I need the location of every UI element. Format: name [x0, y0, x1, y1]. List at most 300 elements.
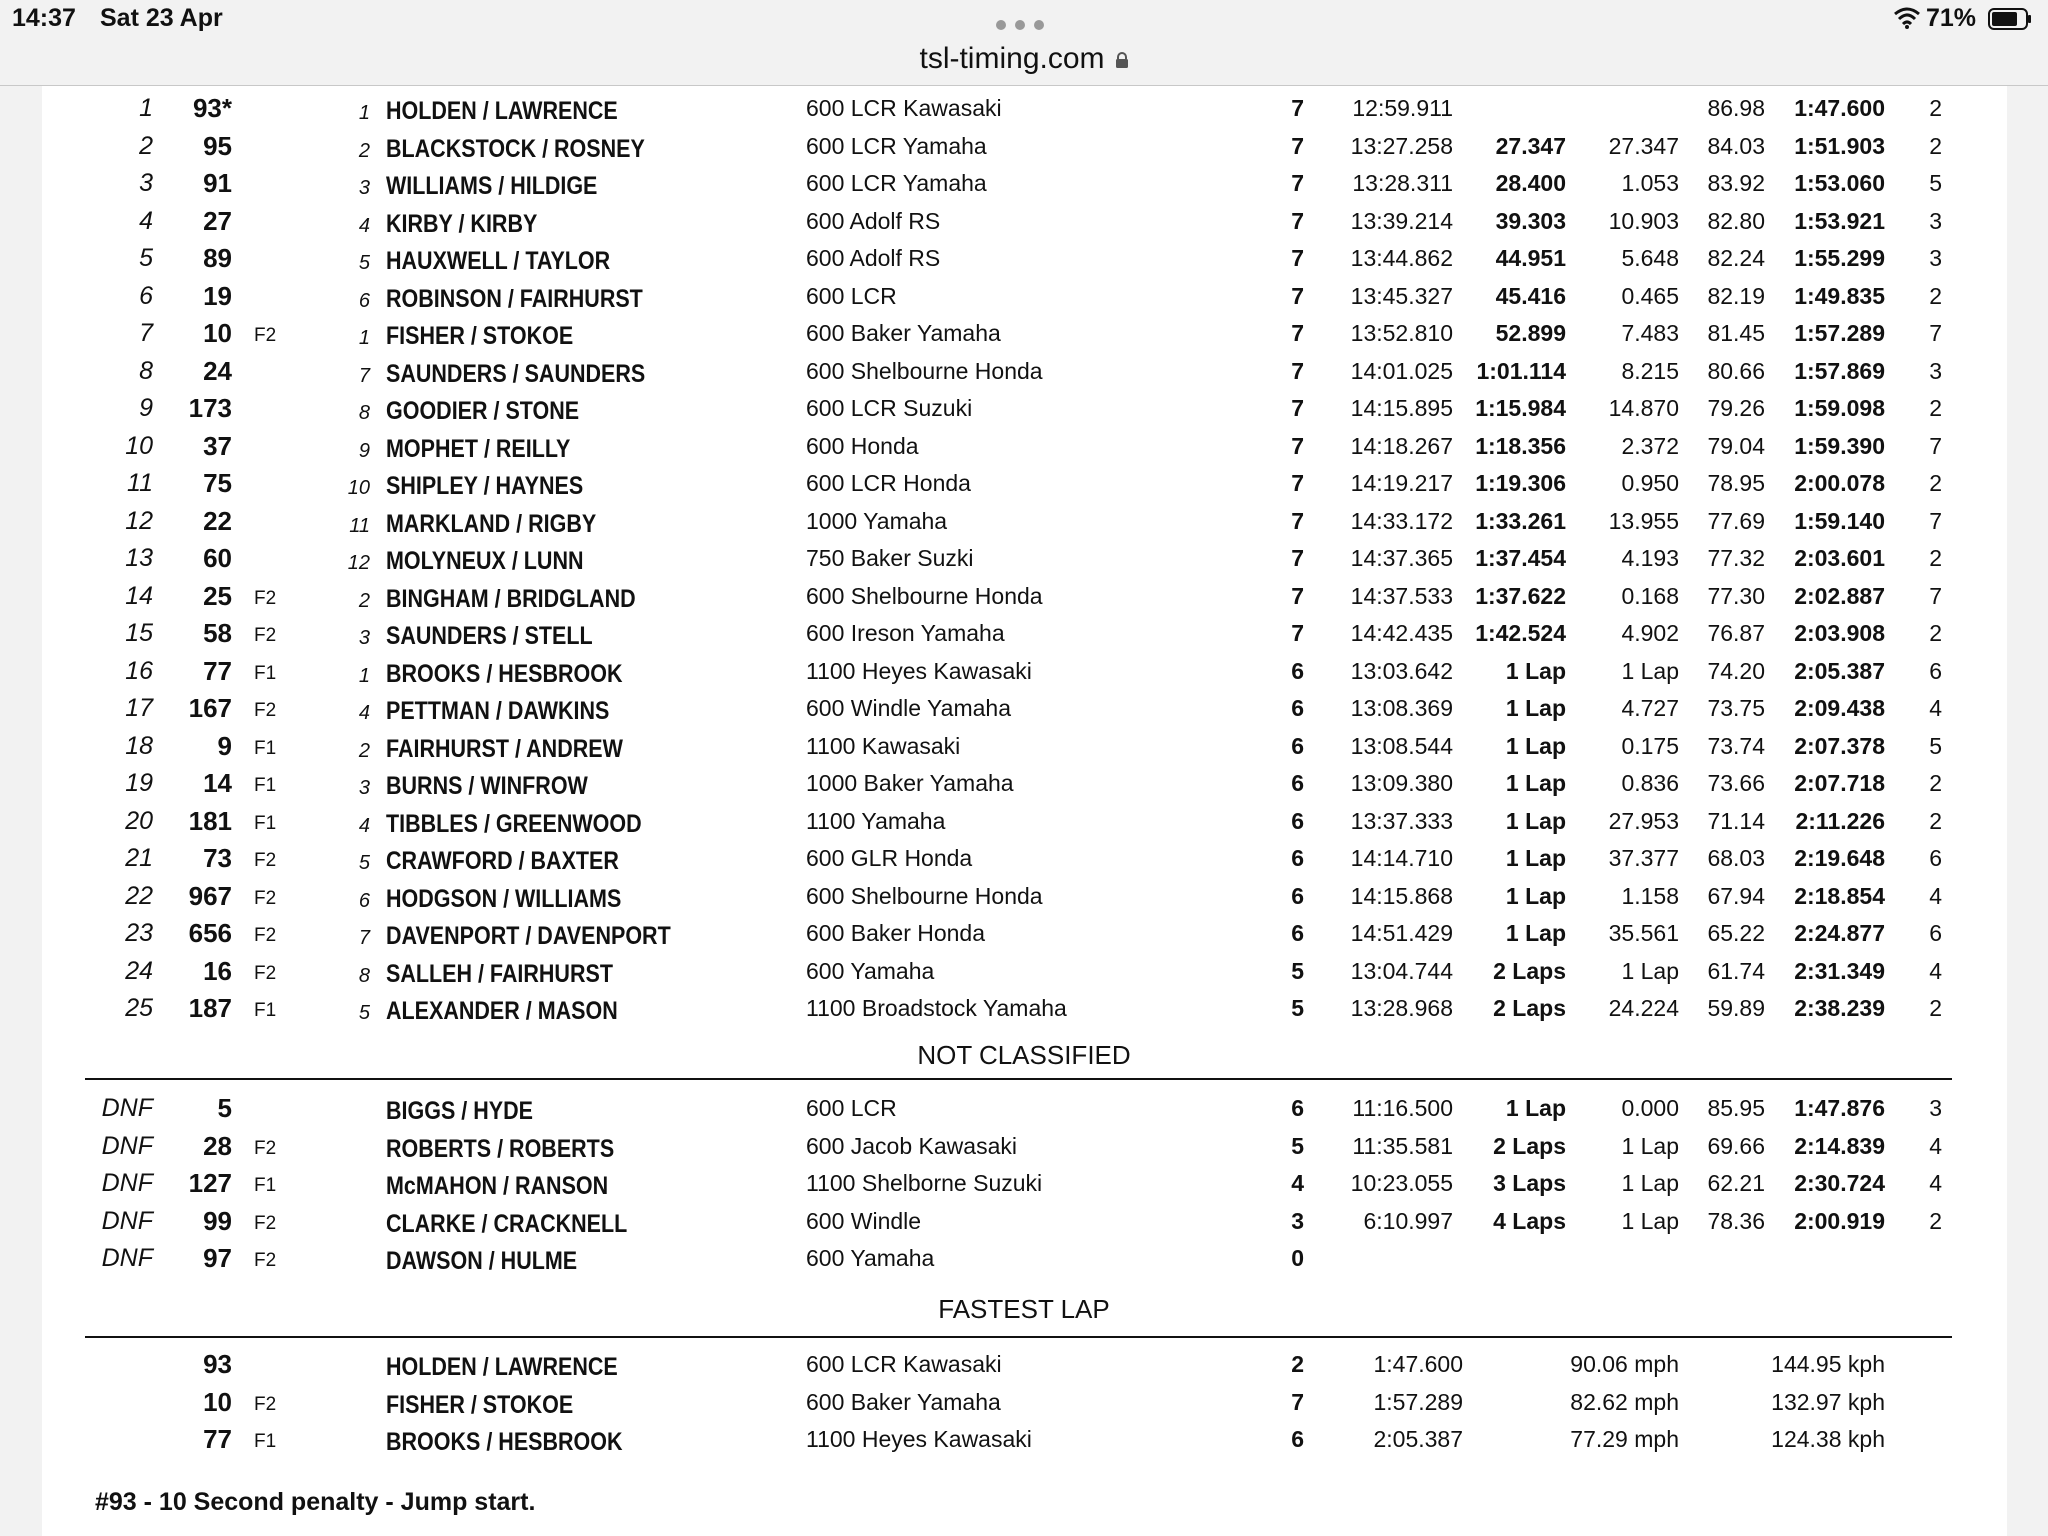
- gap: 1:33.261: [1475, 507, 1566, 534]
- class-label: F1: [254, 1000, 277, 1021]
- machine: 600 Shelbourne Honda: [806, 582, 1043, 609]
- table-row: [0, 239, 2048, 277]
- best-lap: 1:53.921: [1794, 207, 1885, 234]
- address-bar[interactable]: [0, 40, 2048, 85]
- laps: 6: [1291, 1095, 1304, 1121]
- best-lap: 2:30.724: [1794, 1170, 1885, 1196]
- url-text[interactable]: tsl-timing.com: [919, 42, 1105, 75]
- divider: [85, 1336, 1952, 1338]
- best-lap: 2:18.854: [1794, 882, 1885, 909]
- total-time: 14:37.533: [1350, 582, 1453, 609]
- battery-percent: 71%: [1926, 4, 1977, 32]
- race-number: 97: [203, 1243, 232, 1273]
- position: 7: [139, 319, 153, 347]
- machine: 1000 Yamaha: [806, 507, 948, 534]
- average-speed: 83.92: [1707, 170, 1765, 196]
- gap: 1 Lap: [1505, 845, 1566, 871]
- crew-name: ROBINSON / FAIRHURST: [386, 284, 643, 313]
- machine: 1100 Shelborne Suzuki: [806, 1170, 1043, 1196]
- table-row: [0, 802, 2048, 840]
- laps: 4: [1291, 1170, 1304, 1196]
- laps: 7: [1291, 620, 1304, 646]
- best-on-lap: 2: [1929, 807, 1942, 834]
- laps: 7: [1291, 320, 1304, 346]
- best-on-lap: 2: [1929, 132, 1942, 159]
- class-label: F1: [254, 662, 277, 684]
- class-label: F1: [254, 1175, 277, 1196]
- difference: 2.372: [1621, 432, 1679, 459]
- laps: 7: [1291, 170, 1304, 196]
- class-position: 9: [358, 439, 370, 462]
- best-lap: 2:05.387: [1794, 657, 1885, 684]
- class-position: 8: [358, 402, 370, 424]
- laps: 5: [1291, 995, 1304, 1021]
- machine: 1100 Yamaha: [806, 807, 946, 834]
- average-speed: 67.94: [1707, 882, 1765, 909]
- race-number: 181: [188, 805, 232, 836]
- machine: 600 Baker Honda: [806, 920, 986, 946]
- battery-icon: [1988, 8, 2032, 30]
- gap: 45.416: [1495, 282, 1566, 309]
- class-position: 7: [358, 364, 370, 387]
- gap: 44.951: [1495, 245, 1566, 271]
- laps: 6: [1291, 882, 1304, 909]
- machine: 600 Shelbourne Honda: [806, 357, 1043, 384]
- best-on-lap: 6: [1929, 920, 1942, 946]
- difference: 5.648: [1621, 245, 1679, 271]
- table-row: [0, 952, 2048, 990]
- machine: 1100 Heyes Kawasaki: [806, 1426, 1032, 1452]
- class-label: F1: [254, 775, 277, 796]
- laps: 6: [1291, 845, 1304, 871]
- lock-icon: [1115, 52, 1129, 68]
- total-time: 14:37.365: [1350, 545, 1453, 571]
- table-row: [0, 314, 2048, 352]
- lap-time: 2:05.387: [1373, 1426, 1463, 1452]
- position: 23: [125, 919, 153, 947]
- crew-name: MOLYNEUX / LUNN: [386, 547, 584, 575]
- position: 11: [127, 469, 153, 497]
- penalty-note: #93 - 10 Second penalty - Jump start.: [95, 1488, 536, 1516]
- status-date: Sat 23 Apr: [100, 4, 223, 32]
- total-time: 12:59.911: [1352, 95, 1453, 121]
- best-on-lap: 2: [1929, 620, 1942, 646]
- average-speed: 62.21: [1707, 1170, 1765, 1196]
- crew-name: DAVENPORT / DAVENPORT: [386, 922, 671, 950]
- laps: 6: [1291, 695, 1304, 721]
- difference: 35.561: [1608, 920, 1679, 946]
- class-label: F2: [254, 887, 277, 909]
- best-lap: 1:47.876: [1794, 1095, 1885, 1121]
- status-time: 14:37: [12, 4, 76, 32]
- crew-name: PETTMAN / DAWKINS: [386, 697, 610, 725]
- average-speed: 85.95: [1707, 1095, 1765, 1121]
- race-number: 89: [203, 243, 232, 273]
- position: 4: [139, 206, 153, 235]
- average-speed: 59.89: [1707, 995, 1765, 1021]
- table-row: [0, 1089, 2048, 1127]
- position: 12: [125, 506, 153, 535]
- race-number: 93*: [192, 93, 232, 123]
- table-row: [0, 989, 2048, 1027]
- best-lap: 2:31.349: [1794, 957, 1885, 984]
- position: 17: [125, 694, 153, 722]
- laps: 6: [1291, 920, 1304, 946]
- best-lap: 2:00.919: [1794, 1207, 1885, 1234]
- gap: 1:37.622: [1475, 582, 1566, 609]
- best-on-lap: 3: [1929, 1095, 1942, 1121]
- total-time: 14:33.172: [1350, 507, 1453, 534]
- table-row: [0, 389, 2048, 427]
- laps: 7: [1291, 357, 1304, 384]
- class-label: F1: [254, 1431, 277, 1452]
- class-position: 2: [358, 739, 370, 762]
- best-on-lap: 7: [1929, 507, 1942, 534]
- race-number: 60: [203, 543, 232, 573]
- average-speed: 86.98: [1707, 95, 1765, 121]
- difference: 4.902: [1621, 620, 1679, 646]
- average-speed: 82.24: [1707, 245, 1765, 271]
- table-row: [0, 877, 2048, 915]
- table-row: [0, 127, 2048, 165]
- machine: 600 LCR Suzuki: [806, 395, 973, 421]
- laps: 6: [1291, 732, 1304, 759]
- machine: 600 LCR Kawasaki: [806, 1351, 1002, 1377]
- total-time: 11:35.581: [1352, 1132, 1453, 1159]
- gap: 1 Lap: [1505, 695, 1566, 721]
- gap: 52.899: [1495, 320, 1566, 346]
- table-row: [0, 1202, 2048, 1240]
- total-time: 14:01.025: [1350, 357, 1453, 384]
- difference: 1 Lap: [1621, 1170, 1679, 1196]
- table-row: [0, 1420, 2048, 1458]
- gap: 1:19.306: [1475, 470, 1566, 496]
- best-on-lap: 5: [1929, 732, 1942, 759]
- position: 22: [125, 881, 153, 910]
- best-lap: 1:47.600: [1794, 95, 1885, 121]
- speed-mph: 77.29 mph: [1570, 1426, 1679, 1452]
- crew-name: SAUNDERS / STELL: [386, 622, 593, 650]
- best-lap: 1:57.869: [1794, 357, 1885, 384]
- table-row: [0, 577, 2048, 615]
- best-on-lap: 2: [1929, 995, 1942, 1021]
- total-time: 13:52.810: [1350, 320, 1453, 346]
- class-label: F2: [254, 587, 277, 609]
- machine: 600 Shelbourne Honda: [806, 882, 1043, 909]
- race-number: 73: [203, 843, 232, 873]
- machine: 600 LCR Kawasaki: [806, 95, 1002, 121]
- best-lap: 2:09.438: [1794, 695, 1885, 721]
- position: 21: [125, 844, 153, 872]
- race-number: 99: [203, 1205, 232, 1236]
- class-position: 6: [358, 289, 370, 312]
- position: 14: [125, 581, 153, 610]
- best-on-lap: 4: [1929, 882, 1942, 909]
- race-number: 16: [203, 955, 232, 986]
- laps: 0: [1291, 1245, 1304, 1271]
- total-time: 14:19.217: [1350, 470, 1453, 496]
- best-on-lap: 7: [1929, 582, 1942, 609]
- speed-kph: 144.95 kph: [1771, 1351, 1885, 1377]
- table-row: [0, 1164, 2048, 1202]
- table-row: [0, 89, 2048, 127]
- best-lap: 1:53.060: [1794, 170, 1885, 196]
- best-lap: 1:49.835: [1794, 282, 1885, 309]
- total-time: 13:28.311: [1352, 170, 1453, 196]
- best-on-lap: 2: [1929, 282, 1942, 309]
- machine: 600 Adolf RS: [806, 207, 941, 234]
- average-speed: 77.30: [1707, 582, 1765, 609]
- machine: 600 Baker Yamaha: [806, 1388, 1001, 1415]
- lap-number: 2: [1291, 1351, 1304, 1377]
- table-row: [0, 427, 2048, 465]
- best-lap: 2:14.839: [1794, 1132, 1885, 1159]
- race-number: 93: [203, 1349, 232, 1379]
- position: 20: [125, 806, 153, 835]
- crew-name: DAWSON / HULME: [386, 1247, 578, 1275]
- difference: 1 Lap: [1621, 957, 1679, 984]
- total-time: 13:08.544: [1350, 732, 1453, 759]
- crew-name: BROOKS / HESBROOK: [386, 1428, 623, 1456]
- lap-time: 1:57.289: [1373, 1388, 1463, 1415]
- position: 1: [139, 94, 153, 122]
- average-speed: 73.66: [1707, 770, 1765, 796]
- total-time: 13:39.214: [1350, 207, 1453, 234]
- average-speed: 65.22: [1707, 920, 1765, 946]
- best-on-lap: 2: [1929, 95, 1942, 121]
- crew-name: BROOKS / HESBROOK: [386, 659, 623, 688]
- crew-name: ROBERTS / ROBERTS: [386, 1134, 615, 1163]
- position: 3: [139, 169, 153, 197]
- machine: 600 Baker Yamaha: [806, 320, 1001, 346]
- average-speed: 78.36: [1707, 1207, 1765, 1234]
- race-number: 10: [203, 318, 232, 348]
- class-label: F1: [254, 812, 277, 834]
- race-number: 22: [203, 505, 232, 536]
- table-row: [0, 652, 2048, 690]
- table-row: [0, 1239, 2048, 1277]
- crew-name: HODGSON / WILLIAMS: [386, 884, 622, 913]
- best-on-lap: 3: [1929, 245, 1942, 271]
- average-speed: 61.74: [1707, 957, 1765, 984]
- speed-mph: 90.06 mph: [1570, 1351, 1679, 1377]
- class-position: 4: [358, 814, 370, 837]
- machine: 600 GLR Honda: [806, 845, 973, 871]
- laps: 7: [1291, 95, 1304, 121]
- difference: 0.465: [1621, 282, 1679, 309]
- table-row: [0, 202, 2048, 240]
- difference: 0.836: [1621, 770, 1679, 796]
- race-number: 91: [203, 168, 232, 198]
- class-position: 8: [358, 964, 370, 987]
- laps: 7: [1291, 582, 1304, 609]
- difference: 7.483: [1621, 320, 1679, 346]
- machine: 600 Adolf RS: [806, 245, 941, 271]
- race-number: 10: [203, 1386, 232, 1417]
- position: 25: [125, 994, 153, 1022]
- machine: 600 LCR Yamaha: [806, 170, 987, 196]
- best-lap: 2:19.648: [1794, 845, 1885, 871]
- difference: 0.168: [1621, 582, 1679, 609]
- speed-mph: 82.62 mph: [1570, 1388, 1679, 1415]
- class-label: F2: [254, 850, 277, 871]
- crew-name: TIBBLES / GREENWOOD: [386, 809, 642, 838]
- fastest-lap-heading: FASTEST LAP: [938, 1294, 1110, 1324]
- crew-name: SHIPLEY / HAYNES: [386, 472, 584, 500]
- difference: 10.903: [1608, 207, 1679, 234]
- class-position: 4: [358, 214, 370, 237]
- race-number: 167: [188, 693, 232, 723]
- table-row: [0, 614, 2048, 652]
- laps: 7: [1291, 132, 1304, 159]
- table-row: [0, 539, 2048, 577]
- machine: 750 Baker Suzki: [806, 545, 974, 571]
- gap: 1 Lap: [1505, 882, 1566, 909]
- class-position: 12: [347, 552, 370, 574]
- best-on-lap: 4: [1929, 695, 1942, 721]
- class-position: 4: [358, 702, 370, 724]
- best-on-lap: 4: [1929, 1132, 1942, 1159]
- position: 10: [125, 431, 153, 460]
- best-on-lap: 2: [1929, 470, 1942, 496]
- best-lap: 2:03.908: [1794, 620, 1885, 646]
- machine: 1100 Broadstock Yamaha: [806, 995, 1067, 1021]
- best-on-lap: 6: [1929, 845, 1942, 871]
- difference: 1 Lap: [1621, 1132, 1679, 1159]
- average-speed: 77.32: [1707, 545, 1765, 571]
- best-on-lap: 4: [1929, 957, 1942, 984]
- race-number: 77: [203, 655, 232, 686]
- position: 13: [125, 544, 153, 572]
- speed-kph: 132.97 kph: [1771, 1388, 1885, 1415]
- class-position: 10: [347, 477, 370, 499]
- best-on-lap: 3: [1929, 207, 1942, 234]
- class-position: 2: [358, 139, 370, 162]
- best-lap: 1:59.390: [1794, 432, 1885, 459]
- gap: 3 Laps: [1493, 1170, 1566, 1196]
- crew-name: MOPHET / REILLY: [386, 434, 571, 463]
- best-lap: 2:11.226: [1795, 807, 1885, 834]
- class-position: 1: [358, 102, 370, 124]
- status-bar: [0, 0, 2048, 40]
- best-lap: 1:59.140: [1794, 507, 1885, 534]
- laps: 3: [1291, 1207, 1304, 1234]
- race-number: 5: [217, 1093, 232, 1123]
- class-label: F2: [254, 1212, 277, 1234]
- best-lap: 2:00.078: [1794, 470, 1885, 496]
- machine: 600 Jacob Kawasaki: [806, 1132, 1017, 1159]
- gap: 1 Lap: [1505, 920, 1566, 946]
- average-speed: 78.95: [1707, 470, 1765, 496]
- class-label: F2: [254, 925, 277, 946]
- gap: 28.400: [1495, 170, 1566, 196]
- class-label: F2: [254, 1250, 277, 1271]
- position: 9: [139, 394, 153, 422]
- race-number: 127: [188, 1168, 232, 1198]
- best-on-lap: 2: [1929, 1207, 1942, 1234]
- table-row: [0, 1127, 2048, 1165]
- laps: 6: [1291, 657, 1304, 684]
- crew-name: FISHER / STOKOE: [386, 322, 574, 350]
- crew-name: BLACKSTOCK / ROSNEY: [386, 134, 645, 163]
- race-number: 25: [203, 580, 232, 611]
- crew-name: HOLDEN / LAWRENCE: [386, 1353, 618, 1381]
- table-row: [0, 277, 2048, 315]
- multitasking-dots-icon[interactable]: [996, 20, 1044, 30]
- crew-name: SALLEH / FAIRHURST: [386, 959, 613, 988]
- class-label: F2: [254, 1137, 277, 1159]
- position: 24: [125, 956, 153, 985]
- average-speed: 79.26: [1707, 395, 1765, 421]
- difference: 4.727: [1621, 695, 1679, 721]
- table-row: [0, 1383, 2048, 1421]
- table-row: [0, 464, 2048, 502]
- gap: 1:18.356: [1475, 432, 1566, 459]
- best-lap: 1:59.098: [1794, 395, 1885, 421]
- best-on-lap: 5: [1929, 170, 1942, 196]
- table-row: [0, 1345, 2048, 1383]
- average-speed: 73.75: [1707, 695, 1765, 721]
- class-label: F2: [254, 1393, 277, 1415]
- best-lap: 1:55.299: [1794, 245, 1885, 271]
- total-time: 6:10.997: [1363, 1207, 1453, 1234]
- class-label: F2: [254, 625, 277, 646]
- crew-name: BINGHAM / BRIDGLAND: [386, 584, 636, 613]
- lap-number: 7: [1291, 1388, 1304, 1415]
- machine: 600 LCR Honda: [806, 470, 971, 496]
- laps: 7: [1291, 545, 1304, 571]
- race-number: 967: [188, 880, 232, 911]
- best-on-lap: 2: [1929, 770, 1942, 796]
- difference: 37.377: [1608, 845, 1679, 871]
- laps: 6: [1291, 770, 1304, 796]
- race-number: 37: [203, 430, 232, 461]
- position: 6: [139, 281, 153, 310]
- gap: 39.303: [1495, 207, 1566, 234]
- table-row: [0, 502, 2048, 540]
- class-position: 3: [358, 177, 370, 199]
- average-speed: 82.80: [1707, 207, 1765, 234]
- best-lap: 2:07.378: [1794, 732, 1885, 759]
- total-time: 14:18.267: [1350, 432, 1453, 459]
- position: 8: [139, 356, 153, 385]
- gap: 1 Lap: [1505, 807, 1566, 834]
- crew-name: HOLDEN / LAWRENCE: [386, 97, 618, 125]
- lap-number: 6: [1291, 1426, 1304, 1452]
- total-time: 14:42.435: [1350, 620, 1453, 646]
- crew-name: KIRBY / KIRBY: [386, 209, 538, 238]
- table-row: [0, 164, 2048, 202]
- difference: 1.053: [1621, 170, 1679, 196]
- gap: 1 Lap: [1505, 770, 1566, 796]
- laps: 7: [1291, 432, 1304, 459]
- gap: 27.347: [1495, 132, 1566, 159]
- position: 15: [125, 619, 153, 647]
- machine: 600 Windle Yamaha: [806, 695, 1012, 721]
- crew-name: FISHER / STOKOE: [386, 1390, 574, 1419]
- class-position: 2: [358, 589, 370, 612]
- total-time: 14:51.429: [1350, 920, 1453, 946]
- best-lap: 1:51.903: [1794, 132, 1885, 159]
- race-number: 187: [188, 993, 232, 1023]
- difference: 27.953: [1608, 807, 1679, 834]
- laps: 7: [1291, 245, 1304, 271]
- total-time: 11:16.500: [1352, 1095, 1453, 1121]
- gap: 1:37.454: [1475, 545, 1566, 571]
- machine: 1100 Kawasaki: [806, 732, 961, 759]
- gap: 1:01.114: [1476, 357, 1566, 384]
- total-time: 13:03.642: [1350, 657, 1453, 684]
